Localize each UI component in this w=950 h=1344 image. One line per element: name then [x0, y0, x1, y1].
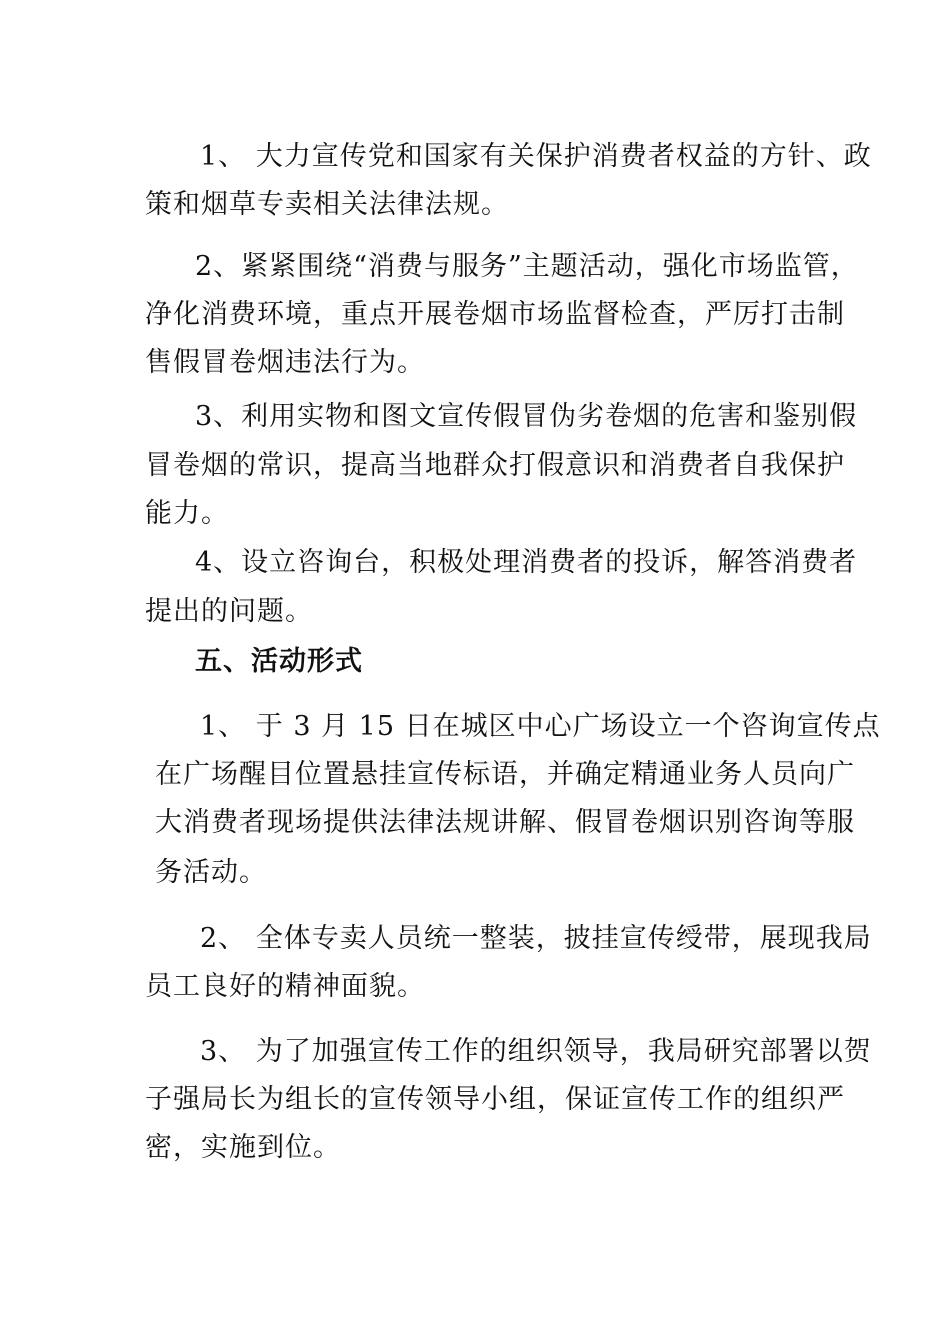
text-line: 大消费者现场提供法律法规讲解、假冒卷烟识别咨询等服 — [155, 807, 855, 838]
text-line: 子强局长为组长的宣传领导小组，保证宣传工作的组织严 — [145, 1084, 845, 1115]
text-line: 净化消费环境，重点开展卷烟市场监督检查，严厉打击制 — [145, 299, 845, 330]
text-line: 务活动。 — [155, 857, 267, 888]
text-line: 策和烟草专卖相关法律法规。 — [145, 189, 509, 220]
text-line: 2、 全体专卖人员统一整装，披挂宣传绶带，展现我局 — [200, 923, 872, 954]
text-line: 1、 于 3 月 15 日在城区中心广场设立一个咨询宣传点 — [200, 711, 881, 742]
text-line: 1、 大力宣传党和国家有关保护消费者权益的方针、政 — [200, 141, 872, 172]
text-line: 能力。 — [145, 498, 229, 529]
text-line: 售假冒卷烟违法行为。 — [145, 347, 425, 378]
text-line: 员工良好的精神面貌。 — [145, 971, 425, 1002]
text-line: 2、紧紧围绕“消费与服务”主题活动，强化市场监管， — [195, 251, 859, 282]
text-line: 4、设立咨询台，积极处理消费者的投诉，解答消费者 — [195, 547, 858, 578]
text-line: 在广场醒目位置悬挂宣传标语，并确定精通业务人员向广 — [155, 759, 855, 790]
text-line: 提出的问题。 — [145, 596, 313, 627]
text-line: 密，实施到位。 — [145, 1132, 341, 1163]
text-line: 冒卷烟的常识，提高当地群众打假意识和消费者自我保护 — [145, 450, 845, 481]
text-line: 3、利用实物和图文宣传假冒伪劣卷烟的危害和鉴别假 — [195, 401, 858, 432]
section-heading: 五、活动形式 — [195, 646, 363, 677]
text-line: 3、 为了加强宣传工作的组织领导，我局研究部署以贺 — [200, 1036, 872, 1067]
